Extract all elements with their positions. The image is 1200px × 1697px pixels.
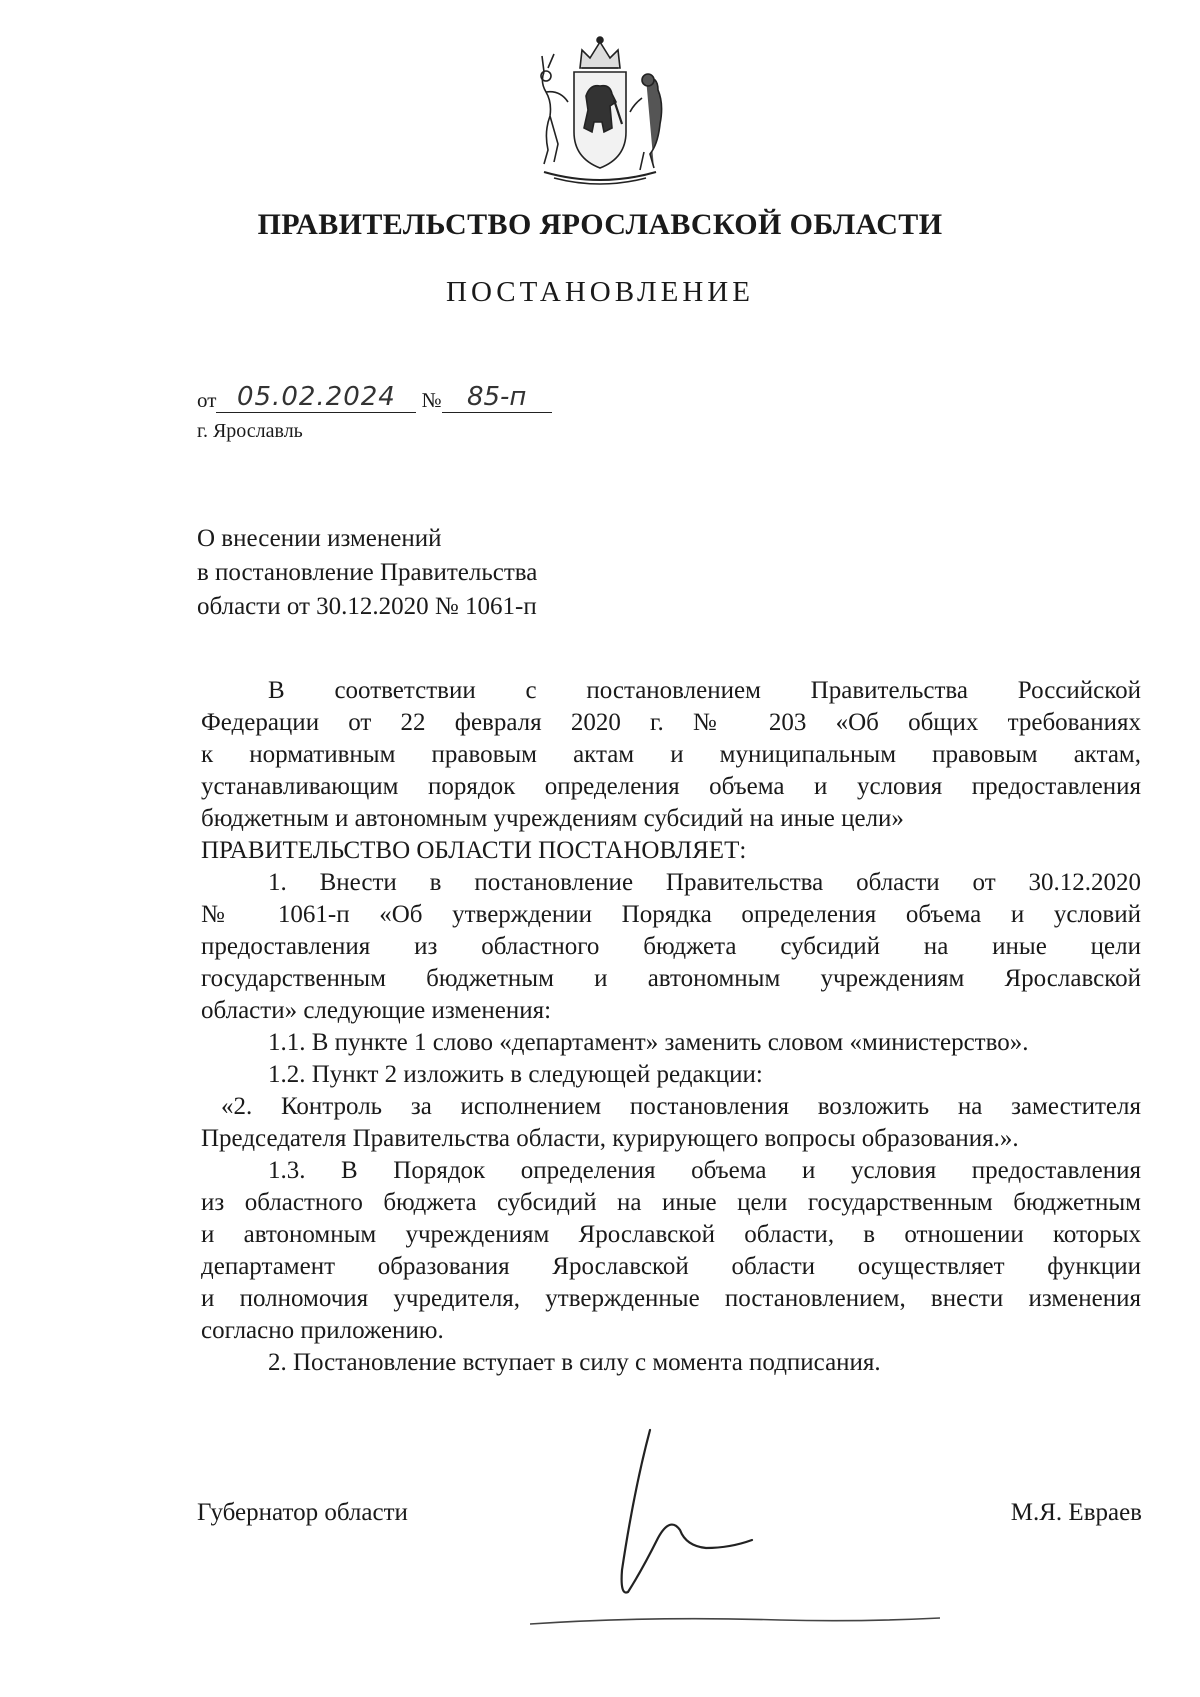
body-line: Федерации от 22 февраля 2020 г. № 203 «Об общих требованиях — [201, 709, 1141, 736]
body-line: 2. Постановление вступает в силу с момента подписания. — [268, 1349, 881, 1376]
body-line: 1. Внести в постановление Правительства области от 30.12.2020 — [268, 869, 1141, 896]
subject-line: области от 30.12.2020 № 1061-п — [197, 593, 537, 620]
number-prefix: № — [421, 388, 442, 412]
body-line: согласно приложению. — [201, 1317, 444, 1344]
date-prefix: от — [197, 388, 217, 412]
body-line: и автономным учреждениям Ярославской области, в отношении которых — [201, 1221, 1141, 1248]
body-line: предоставления из областного бюджета субсидий на иные цели — [201, 933, 1141, 960]
resolution-heading: ПРАВИТЕЛЬСТВО ОБЛАСТИ ПОСТАНОВЛЯЕТ: — [201, 837, 747, 864]
body-line: департамент образования Ярославской области осуществляет функции — [201, 1253, 1141, 1280]
body-line: и полномочия учредителя, утвержденные постановлением, внести изменения — [201, 1285, 1141, 1312]
body-line: области» следующие изменения: — [201, 997, 552, 1024]
subject-block — [197, 522, 537, 624]
body-line: 1.3. В Порядок определения объема и условия предоставления — [268, 1157, 1141, 1184]
body-line: «2. Контроль за исполнением постановления возложить на заместителя — [221, 1093, 1141, 1120]
city-line: г. Ярославль — [197, 420, 303, 442]
body-line: № 1061-п «Об утверждении Порядка определения объема и условий — [201, 901, 1141, 928]
handwritten-signature — [530, 1420, 940, 1640]
coat-of-arms-emblem — [524, 32, 676, 188]
subject-line: О внесении изменений — [197, 525, 442, 552]
subject-line: в постановление Правительства — [197, 559, 538, 586]
signatory-role: Губернатор области — [197, 1499, 408, 1526]
organization-title: ПРАВИТЕЛЬСТВО ЯРОСЛАВСКОЙ ОБЛАСТИ — [257, 208, 943, 241]
body-line: к нормативным правовым актам и муниципальным правовым актам, — [201, 741, 1141, 768]
body-line: Председателя Правительства области, курирующего вопросы образования.». — [201, 1125, 1019, 1152]
body-line: В соответствии с постановлением Правительства Российской — [268, 677, 1141, 704]
body-line: устанавливающим порядок определения объема и условия предоставления — [201, 773, 1141, 800]
date-value: 05.02.2024 — [216, 382, 416, 413]
signatory-name: М.Я. Евраев — [1010, 1499, 1142, 1526]
number-value: 85-п — [442, 382, 552, 413]
body-line: 1.1. В пункте 1 слово «департамент» заменить словом «министерство». — [268, 1029, 1029, 1056]
body-line: из областного бюджета субсидий на иные цели государственным бюджетным — [201, 1189, 1141, 1216]
document-body — [201, 675, 1141, 1379]
document-type: ПОСТАНОВЛЕНИЕ — [446, 276, 754, 308]
body-line: государственным бюджетным и автономным учреждениям Ярославской — [201, 965, 1141, 992]
body-line: бюджетным и автономным учреждениям субсидий на иные цели» — [201, 805, 904, 832]
body-line: 1.2. Пункт 2 изложить в следующей редакции: — [268, 1061, 763, 1088]
date-number-line — [197, 382, 552, 414]
